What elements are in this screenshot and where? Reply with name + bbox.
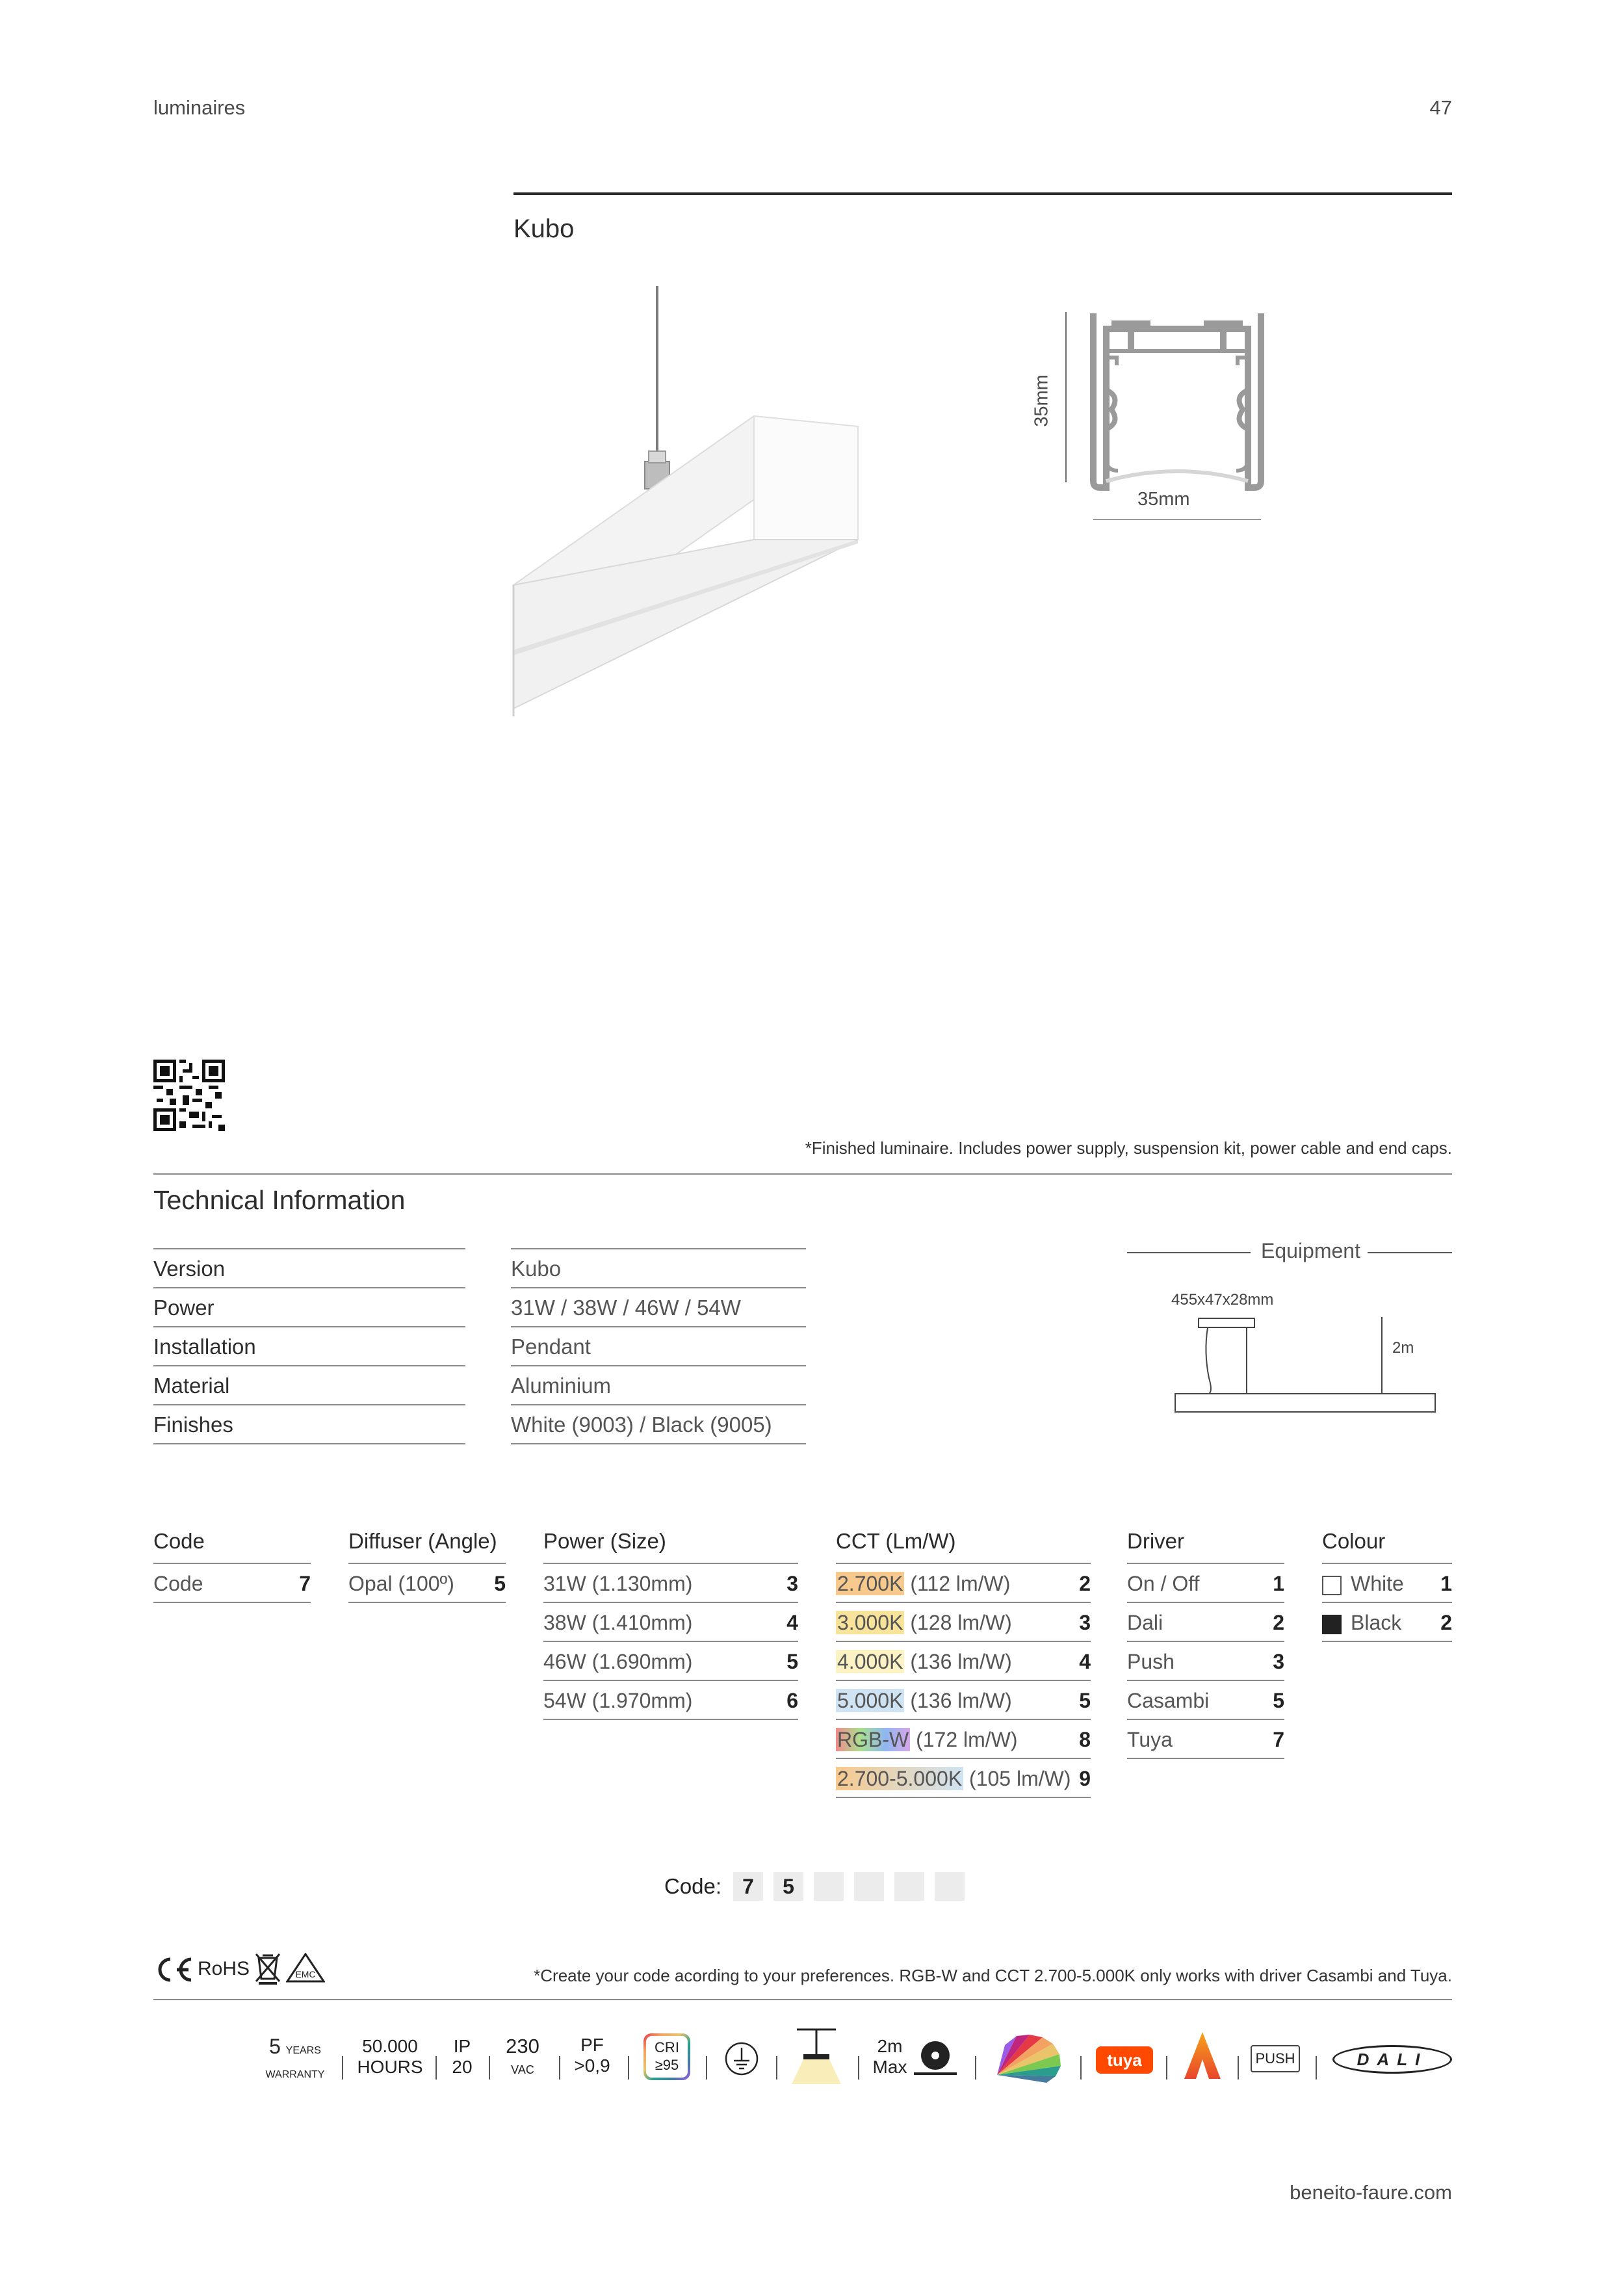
product-title: Kubo [513,215,575,243]
icon-separator [435,2056,437,2080]
option-num: 3 [1079,1611,1091,1634]
spec-label: Material [153,1366,465,1405]
cct-option[interactable] [836,1564,1091,1603]
cct-tag: 5.000K [837,1689,903,1712]
push-badge [1251,2045,1300,2072]
tuya-text: tuya [1107,2050,1142,2070]
option-label: 38W (1.410mm) [543,1611,693,1634]
icon-separator [858,2056,859,2080]
luminaire-illustration [507,286,871,728]
warranty-number: 5 [269,2035,281,2058]
power-option[interactable] [543,1564,798,1603]
icon-separator [489,2056,490,2080]
icon-separator [975,2056,976,2080]
cri-value: ≥95 [655,2057,679,2073]
option-label: 46W (1.690mm) [543,1650,693,1673]
code-digit-box[interactable] [894,1872,924,1901]
option-num: 4 [1079,1650,1091,1673]
dim-height-label: 35mm [1031,374,1052,427]
ip-block [447,2036,477,2078]
cct-efficacy: (136 lm/W) [904,1689,1012,1712]
page-number: 47 [1429,96,1452,119]
driver-option[interactable] [1127,1681,1284,1720]
cable-length: 2m [877,2036,903,2056]
option-label: Tuya [1127,1728,1173,1751]
option-num: 3 [786,1572,798,1595]
power-option[interactable] [543,1603,798,1642]
profile-section-drawing [1053,306,1274,520]
cct-efficacy: (172 lm/W) [910,1728,1018,1751]
code-col-head: Code [153,1522,311,1564]
ip-label: IP [453,2036,471,2056]
rgb-color-fan-icon [991,2029,1066,2084]
option-num: 5 [786,1650,798,1673]
power-col-head: Power (Size) [543,1522,798,1564]
driver-option[interactable] [1127,1603,1284,1642]
cct-tag: 4.000K [837,1650,903,1673]
icon-separator [1166,2056,1167,2080]
code-digit-box[interactable] [814,1872,844,1901]
tuya-logo [1096,2046,1153,2074]
option-label: Opal (100º) [348,1572,454,1595]
icon-separator [1316,2056,1317,2080]
technical-title: Technical Information [153,1185,406,1215]
equipment-drawing [1170,1313,1443,1417]
option-label: 54W (1.970mm) [543,1689,693,1712]
cct-efficacy: (128 lm/W) [904,1611,1012,1634]
cct-col-head: CCT (Lm/W) [836,1522,1091,1564]
equipment-box-size: 455x47x28mm [1171,1291,1274,1309]
dali-logo [1332,2045,1452,2074]
pf-label: PF [580,2035,604,2055]
icon-separator [706,2056,707,2080]
spec-value: 31W / 38W / 46W / 54W [511,1288,806,1327]
diffuser-col-head: Diffuser (Angle) [348,1522,506,1564]
icon-separator [342,2056,343,2080]
cct-efficacy: (105 lm/W) [963,1767,1071,1790]
cable-block [868,2036,911,2078]
code-builder-label: Code: [664,1874,722,1898]
rohs-label: RoHS [198,1958,250,1979]
code-digit-box[interactable] [935,1872,965,1901]
driver-option[interactable] [1127,1564,1284,1603]
option-num: 3 [1273,1650,1284,1673]
icon-separator [628,2056,629,2080]
option-num: 2 [1079,1572,1091,1595]
power-option[interactable] [543,1681,798,1720]
option-label: On / Off [1127,1572,1200,1595]
option-num: 1 [1440,1572,1452,1595]
cct-efficacy: (136 lm/W) [904,1650,1012,1673]
push-text: PUSH [1255,2050,1295,2067]
pf-value: >0,9 [574,2055,610,2076]
saw-cut-icon [913,2037,958,2078]
svg-text:EMC: EMC [295,1969,316,1979]
option-num: 4 [786,1611,798,1634]
spec-label: Version [153,1249,465,1288]
option-label: White [1351,1572,1404,1595]
spec-value: Pendant [511,1327,806,1366]
dim-width-label: 35mm [1137,489,1190,510]
icon-separator [559,2056,560,2080]
equipment-rule-left [1127,1252,1251,1253]
option-label: Push [1127,1650,1175,1673]
section-label: luminaires [153,96,246,119]
black-swatch [1322,1615,1342,1634]
driver-option[interactable] [1127,1642,1284,1681]
earth-class-icon [724,2041,759,2076]
code-option[interactable] [153,1564,311,1603]
icon-separator [1080,2056,1082,2080]
diffuser-option[interactable] [348,1564,506,1603]
option-num: 1 [1273,1572,1284,1595]
colour-option-white[interactable] [1322,1564,1452,1603]
pendant-light-icon [790,2023,842,2084]
cct-tag: 2.700-5.000K [837,1767,963,1790]
footer-rule [153,1999,1452,2000]
code-digit-box[interactable]: 7 [733,1872,763,1901]
option-label: Black [1351,1611,1402,1634]
cct-efficacy: (112 lm/W) [904,1572,1011,1595]
title-rule [513,192,1452,195]
hours-number: 50.000 [362,2036,418,2056]
equipment-cable-length: 2m [1392,1339,1414,1357]
cct-option[interactable] [836,1681,1091,1720]
cri-badge [643,2033,690,2080]
code-digit-box[interactable]: 5 [773,1872,803,1901]
qr-code [153,1060,225,1131]
equipment-title: Equipment [1261,1239,1360,1262]
option-label: 31W (1.130mm) [543,1572,693,1595]
dali-text: DALI [1357,2050,1428,2069]
hours-block [356,2036,424,2078]
voltage-label: VAC [511,2063,534,2076]
white-swatch [1322,1576,1342,1595]
option-num: 6 [786,1689,798,1712]
cct-tag: 3.000K [837,1611,903,1634]
equipment-rule-right [1368,1252,1452,1253]
website-link[interactable]: beneito-faure.com [1290,2181,1452,2204]
emc-mark-icon [286,1953,325,1983]
spec-value: Aluminium [511,1366,806,1405]
spec-value: White (9003) / Black (9005) [511,1405,806,1444]
colour-col-head: Colour [1322,1522,1452,1564]
weee-bin-icon [253,1951,282,1985]
cct-option[interactable] [836,1603,1091,1642]
section-rule [153,1173,1452,1175]
driver-option[interactable] [1127,1720,1284,1759]
casambi-logo-icon [1183,2031,1222,2080]
spec-label: Power [153,1288,465,1327]
spec-label: Finishes [153,1405,465,1444]
option-num: 5 [1273,1689,1284,1712]
cct-tag: RGB-W [837,1728,909,1751]
hours-label: HOURS [357,2057,423,2077]
icon-separator [776,2056,777,2080]
cable-max: Max [872,2057,907,2077]
voltage-block [500,2036,545,2080]
option-label: Casambi [1127,1689,1210,1712]
ce-mark-icon [153,1957,194,1983]
option-label: Dali [1127,1611,1163,1634]
spec-label: Installation [153,1327,465,1366]
option-num: 7 [299,1572,311,1595]
option-num: 2 [1440,1611,1452,1634]
option-num: 9 [1079,1767,1091,1790]
option-num: 5 [1079,1689,1091,1712]
power-option[interactable] [543,1642,798,1681]
ip-value: 20 [452,2057,473,2077]
colour-option-black[interactable] [1322,1603,1452,1642]
option-num: 7 [1273,1728,1284,1751]
cct-tag: 2.700K [837,1572,903,1595]
option-num: 5 [494,1572,506,1595]
code-digit-box[interactable] [854,1872,884,1901]
cct-option[interactable] [836,1642,1091,1681]
cri-label: CRI [655,2039,679,2055]
finished-note: *Finished luminaire. Includes power supply, suspension kit, power cable and end caps. [805,1138,1452,1158]
warranty-label: WARRANTY [265,2069,325,2080]
cct-option[interactable] [836,1759,1091,1798]
cct-option[interactable] [836,1720,1091,1759]
create-code-note: *Create your code acording to your preferences. RGB-W and CCT 2.700-5.000K only works with driver Casambi and Tuya. [534,1966,1452,1985]
warranty-years: YEARS [285,2045,321,2056]
spec-value: Kubo [511,1249,806,1288]
icon-separator [1238,2056,1239,2080]
option-label: Code [153,1572,203,1595]
pf-block [567,2035,617,2076]
option-num: 8 [1079,1728,1091,1751]
option-num: 2 [1273,1611,1284,1634]
warranty-block [263,2036,328,2085]
voltage-number: 230 [506,2035,539,2057]
driver-col-head: Driver [1127,1522,1284,1564]
